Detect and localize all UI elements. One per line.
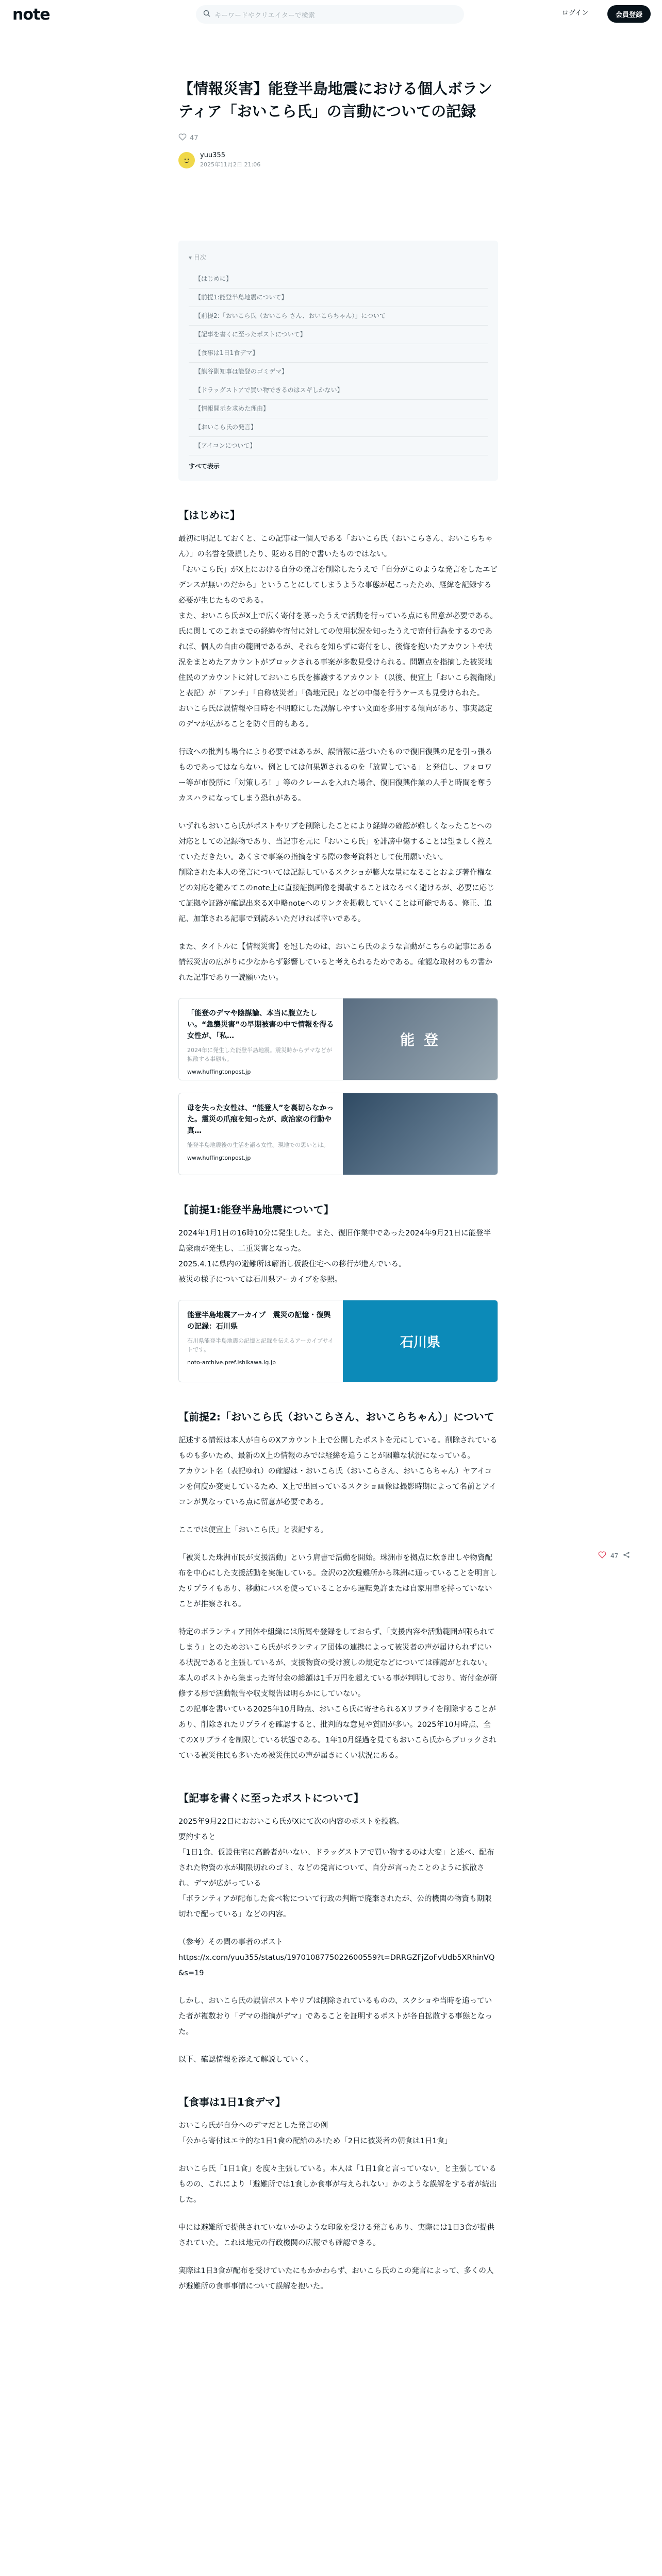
- link-card-thumbnail: [343, 1093, 498, 1175]
- author-info[interactable]: [178, 151, 498, 168]
- link-card-description: 石川県能登半島地震の記憶と記録を伝えるアーカイブサイトです。: [187, 1337, 334, 1353]
- paragraph: しかし、おいこら氏の誤信ポストやリプは削除されているものの、スクショや当時を追っていた者が複数おり「デマの指摘がデマ」であることを証明するポストが各自拡散する事態となった。: [178, 1997, 492, 2036]
- link-card-thumbnail: 能 登: [343, 998, 498, 1080]
- paragraph: 以下、確認情報を添えて解説していく。: [178, 2056, 313, 2064]
- search-placeholder: キーワードやクリエイターで検索: [214, 11, 315, 20]
- author-name[interactable]: yuu355: [200, 151, 225, 159]
- floating-like-bar: [598, 1551, 631, 1561]
- toc-item[interactable]: 【おいこら氏の発言】: [189, 418, 488, 437]
- link-card[interactable]: [178, 1300, 498, 1382]
- link-card[interactable]: [178, 998, 498, 1080]
- link-card-title: 母を失った女性は、“能登人”を裏切らなかった。震災の爪痕を知ったが、政治家の行動や真…: [187, 1104, 334, 1135]
- paragraph: 「被災した珠洲市民が支援活動」という肩書で活動を開始。珠洲市を拠点に炊き出しや物資配布を中心にした支援活動を実施している。金沢の2次避難所から珠洲に通っていることを明言したリプライもあり、移動にバスを使っていることから運転免許または自家用車を持っていないことが推察される。: [178, 1554, 498, 1608]
- paragraph: 2025年9月22日におおいこら氏がXにて次の内容のポストを投稿。 要約すると 「1日1食、仮設住宅に高齢者がいない、ドラッグストアで買い物するのは大変」と述べ、配布された物資の水が期限切れのゴミ、などの発言について、自分が言ったことのように拡散され、デマが広がっている 「ボランティアが配布した食べ物について行政の判断で廃棄されたが、公的機関の物資も期限切れで配っている」などの内容。: [178, 1818, 494, 1919]
- heart-icon[interactable]: [598, 1551, 606, 1561]
- note-logo[interactable]: note: [12, 5, 50, 24]
- article: [178, 77, 498, 2307]
- paragraph: ここでは便宜上「おいこら氏」と表記する。: [178, 1526, 328, 1534]
- like-count: 47: [190, 134, 198, 142]
- paragraph: おいこら氏「1日1食」を度々主張している。本人は「1日1食と言っていない」と主張しているものの、これにより「避難所では1食しか食事が与えられない」かのような誤解をする者が続出した。: [178, 2165, 497, 2204]
- search-box[interactable]: [196, 5, 464, 24]
- toc-item[interactable]: 【熊谷副知事は能登のゴミデマ】: [189, 363, 488, 381]
- toc-item[interactable]: 【情報開示を求めた理由】: [189, 400, 488, 418]
- heart-icon[interactable]: [178, 133, 187, 143]
- toc-item[interactable]: 【記事を書くに至ったポストについて】: [189, 326, 488, 344]
- paragraph: 行政への批判も場合により必要ではあるが、誤情報に基づいたもので復旧復興の足を引っ張るものであってはならない。例としては何果題されるのを「放置している」と発信し、フォロワー等が市役所に「対策しろ！」等のクレームを入れた場合、復旧復興作業の人手と時間を奪うカスハラになってしまう恐れがある。: [178, 748, 492, 803]
- post-link[interactable]: https://x.com/yuu355/status/1970108775022600559?t=DRRGZFjZoFvUdb5XRhinVQ&s=19: [178, 1954, 495, 1977]
- paragraph: 最初に明記しておくと、この記事は一個人である「おいこら氏（おいこらさん、おいこらちゃん）」の名誉を毀損したり、貶める目的で書いたものではない。 「おいこら氏」がX上における自分の発言を削除したうえで「自分がこのような発言をしたエビデンスが無いのだから」ということにしてしまうような事態が起こったため、経緯を記録する必要が生じたものである。 また、おいこら氏がX上で広く寄付を募ったうえで活動を行っている点にも留意が必要である。氏に関してのこれまでの経緯や寄付に対しての使用状況を知ったうえで寄付行為をするのであれば、個人の自由の範囲であるが、それらを知らずに寄付をし、後悔を抱いたアカウントや状況をまとめたアカウントがブロックされる事案が多数見受けられる。問題点を指摘した被災地住民のアカウントに対しておいこら氏を擁護するアカウント（以後、便宜上「おいこら親衛隊」と表記）が「アンチ」「自称被災者」「偽地元民」などの中傷を行うケースも見受けられた。 おいこら氏は誤情報や日時を不明瞭にした誤解しやすい文面を多用する傾向があり、事実認定のデマが広がることを防ぐ目的もある。: [178, 535, 498, 728]
- article-title: 【情報災害】能登半島地震における個人ボランティア「おいこら氏」の言動についての記録: [178, 80, 493, 120]
- login-button[interactable]: ログイン: [562, 9, 589, 17]
- paragraph: 記述する情報は本人が自らのXアカウント上で公開したポストを元にしている。削除されているものも多いため、最新のX上の情報のみでは経緯を追うことが困難な状況になっている。 アカウント名（表記ゆれ）の確認は・おいこら氏（おいこらさん、おいこらちゃん）ヤアイコンを何度か変更しているため、X上で出回っているスクショ画像は撮影時期によって名前とアイコンが異なっている点に留意が必要である。: [178, 1436, 498, 1506]
- signup-button[interactable]: 会員登録: [607, 5, 651, 23]
- toc-item[interactable]: 【はじめに】: [189, 270, 488, 289]
- paragraph: 中には避難所で提供されていないかのような印象を受ける発言もあり、実際には1日3食が提供されていた。これは地元の行政機関の広報でも確認できる。: [178, 2224, 494, 2247]
- toc-item[interactable]: 【ドラッグストアで買い物できるのはスギしかない】: [189, 381, 488, 400]
- section-heading-meal: 【食事は1日1食デマ】: [178, 2096, 286, 2108]
- section-heading-premise-1: 【前提1:能登半島地震について】: [178, 1204, 334, 1216]
- site-header: [0, 0, 662, 29]
- paragraph: 特定のボランティア団体や組織には所属や登録をしておらず、「支援内容や活動範囲が限られてしまう」とのためおいこら氏がボランティア団体の連携によって被災者の声が届けられずにいる状況であると主張しているが、支援物資の受け渡しの規定などについては確認がとれない。 本人のポストから集まった寄付金の総額は1千万円を超えている事が判明しており、寄付金が研修する形で活動報告や収支報告は明らかにしていない。 この記事を書いている2025年10月時点、おいこら氏に寄せられるXリプライを削除することがあり、削除されたリプライを確認すると、批判的な意見や質問が多い。2025年10月時点、全てのXリプライを制限している状態である。1年10月経過を見てもおいこら氏からブロックされている被災住民も多いため被災住民の声が届きにくい状況にある。: [178, 1628, 498, 1760]
- link-card-url: www.huffingtonpost.jp: [187, 1155, 251, 1161]
- toc-item[interactable]: 【前提2:「おいこら氏（おいこら さん、おいこらちゃん）」について: [189, 307, 488, 326]
- link-card-title: 能登半島地震アーカイブ 震災の記憶・復興の記録：石川県: [187, 1311, 331, 1331]
- link-card-description: 2024年に発生した能登半島地震。震災時からデマなどが拡散する事態も。: [187, 1047, 332, 1062]
- link-card-url: noto-archive.pref.ishikawa.lg.jp: [187, 1359, 276, 1366]
- paragraph: 2024年1月1日の16時10分に発生した。また、復旧作業中であった2024年9月21日に能登半島豪雨が発生し、二重災害となった。 2025.4.1に県内の避難所は解消し仮設住宅への移行が進んでいる。 被災の様子については石川県アーカイブを参照。: [178, 1229, 491, 1284]
- share-icon[interactable]: [622, 1551, 631, 1561]
- paragraph: おいこら氏が自分へのデマだとした発言の例 「公から寄付はエサ的な1日1食の配給のみ!ため「2日に被災者の朝食は1日1食」: [178, 2122, 452, 2145]
- toc-show-all-button[interactable]: すべて表示: [189, 463, 220, 470]
- section-heading-premise-2: 【前提2:「おいこら氏（おいこらさん、おいこらちゃん）」について: [178, 1411, 494, 1423]
- section-heading-post: 【記事を書くに至ったポストについて】: [178, 1792, 364, 1804]
- link-card-thumbnail: 石川県: [343, 1300, 498, 1382]
- link-card[interactable]: [178, 1093, 498, 1175]
- paragraph: いずれもおいこら氏がポストやリプを削除したことにより経緯の確認が難しくなったことへの対応としての記録物であり、当記事を元に「おいこら氏」を誹謗中傷することは望ましく控えていただきたい。あくまで事案の指摘をする際の参考資料として使用願いたい。 削除された本人の発言については記録しているスクショが膨大な量になることおよび著作権などの対応を鑑みてこのnote上に直接証拠画像を掲載することはなるべく避けるが、必要に応じて証拠や証跡が確認出来るX中略noteへのリンクを掲載していくことは可能である。修正、追記、加筆される記事で到読みいただければ幸いである。: [178, 822, 494, 923]
- toc-item[interactable]: 【アイコンについて】: [189, 437, 488, 455]
- like-row[interactable]: [178, 133, 498, 143]
- search-icon: [203, 10, 214, 19]
- link-card-title: 「能登のデマや陰謀論、本当に腹立たしい。“急襲災害”の早期被害の中で情報を得る女性が、「私…: [187, 1009, 334, 1040]
- section-heading-intro: 【はじめに】: [178, 509, 240, 521]
- toc-item[interactable]: 【食事は1日1食デマ】: [189, 344, 488, 363]
- avatar[interactable]: [178, 152, 195, 168]
- table-of-contents: [178, 241, 498, 481]
- floating-like-count: 47: [610, 1552, 619, 1560]
- post-date: 2025年11月2日 21:06: [200, 161, 261, 168]
- link-card-url: www.huffingtonpost.jp: [187, 1069, 251, 1075]
- paragraph: また、タイトルに【情報災害】を冠したのは、おいこら氏のような言動がこちらの記事にある情報災害の広がりに少なからず影響していると考えられるためである。確認な取材のもの書かれた記事であり一読願いたい。: [178, 943, 492, 982]
- toc-item[interactable]: 【前提1:能登半島地震について】: [189, 289, 488, 307]
- link-card-description: 能登半島地震後の生活を語る女性。現地での思いとは。: [187, 1142, 329, 1148]
- paragraph: （参考）その問の事者のポスト https://x.com/yuu355/status/1970108775022600559?t=DRRGZFjZoFvUdb5XRhinVQ&s=19: [178, 1935, 498, 1981]
- caret-down-icon: ▾: [189, 254, 194, 261]
- toc-heading: ▾ 目次: [189, 254, 206, 261]
- paragraph: 実際は1日3食が配布を受けていたにもかかわらず、おいこら氏のこの発言によって、多くの人が避難所の食事事情について誤解を抱いた。: [178, 2267, 494, 2291]
